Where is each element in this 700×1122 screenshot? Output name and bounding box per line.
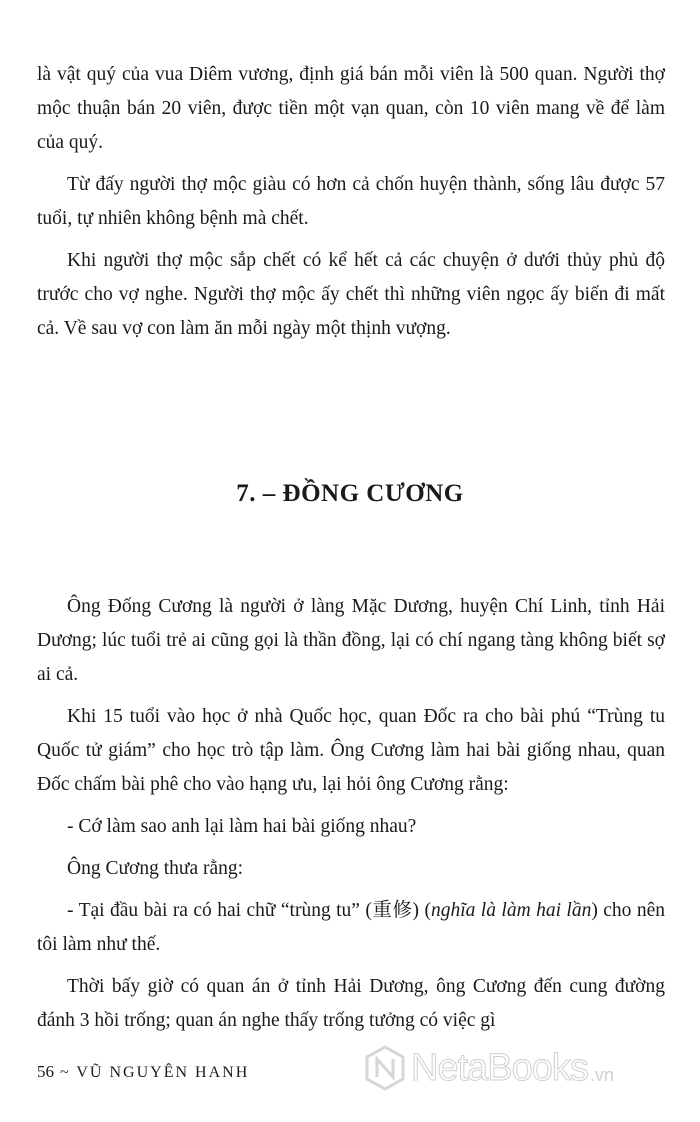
watermark [365,1045,614,1091]
paragraph: - Cớ làm sao anh lại làm hai bài giống nhau? [67,816,417,837]
story-body [37,590,665,1046]
watermark-brand: NetaBooks [411,1046,588,1089]
paragraph: Thời bấy giờ có quan án ở tỉnh Hải Dương, ông Cương đến cung đường đánh 3 hồi trống; quan án nghe thấy trống tưởng có việc gì [37,976,665,1031]
previous-story-ending [37,58,665,354]
reply-text: - Tại đầu bài ra có hai chữ “trùng tu” (重修) ( [67,900,431,921]
reply-after: ) cho nên tôi làm như thế. [37,900,666,955]
paragraph: Ông Cương thưa rằng: [67,858,244,879]
netabooks-logo-icon [365,1045,405,1091]
paragraph: Khi 15 tuổi vào học ở nhà Quốc học, quan Đốc ra cho bài phú “Trùng tu Quốc tử giám” cho học trò tập làm. Ông Cương làm hai bài giống nhau, quan Đốc chấm bài phê cho vào hạng ưu, lại hỏi ông Cương rằng: [37,706,665,795]
chapter-title: 7. – ĐỒNG CƯƠNG [236,480,464,507]
paragraph: Từ đấy người thợ mộc giàu có hơn cả chốn huyện thành, sống lâu được 57 tuổi, tự nhiên không bệnh mà chết. [37,174,665,229]
paragraph-reply [37,894,665,962]
paragraph: là vật quý của vua Diêm vương, định giá bán mỗi viên là 500 quan. Người thợ mộc thuận bán 20 viên, được tiền một vạn quan, còn 10 viên mang về để làm của quý. [37,64,665,153]
paragraph: Ông Đống Cương là người ở làng Mặc Dương, huyện Chí Linh, tỉnh Hải Dương; lúc tuổi trẻ ai cũng gọi là thần đồng, lại có chí ngang tàng không biết sợ ai cả. [37,596,665,685]
author-name: VŨ NGUYÊN HANH [76,1064,250,1081]
separator: ~ [60,1064,71,1081]
reply-italic: nghĩa là làm hai lần [430,900,592,921]
page-footer [37,1062,249,1082]
paragraph: Khi người thợ mộc sắp chết có kể hết cả các chuyện ở dưới thủy phủ độ trước cho vợ nghe. Người thợ mộc ấy chết thì những viên ngọc ấy biến đi mất cả. Về sau vợ con làm ăn mỗi ngày một thịnh vượng. [37,250,665,339]
page-number: 56 [37,1062,54,1081]
watermark-tld: .vn [589,1064,614,1085]
